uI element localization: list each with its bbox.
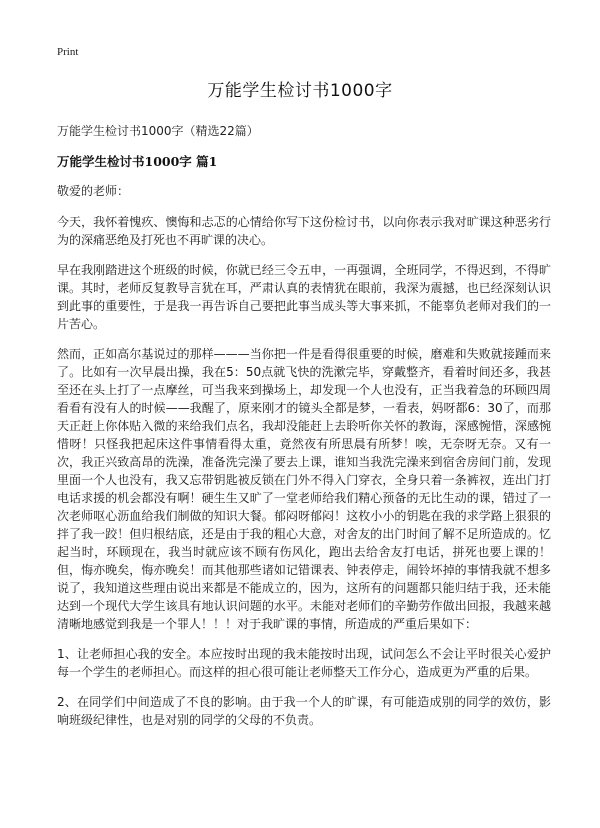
paragraph-consequence-2: 2、在同学们中间造成了不良的影响。由于我一个人的旷课，有可能造成别的同学的效仿，影响班级纪律性，也是对别的同学的父母的不负责。 — [57, 695, 551, 727]
paragraph-incidents: 然而，正如高尔基说过的那样———当你把一件是看得很重要的时候，磨难和失败就接踵而来了。比如有一次早晨出操，我在5：50点就飞快的洗漱完毕，穿戴整齐，看着时间还多，我甚至还在头上打了一点摩丝，可当我来到操场上，却发现一个人也没有，正当我着急的环顾四周看看有没有人的时候——我醒了，原来刚才的镜头全都是梦，一看表，妈呀都6：30了，而那天正赶上你体贴入微的来给我们点名，我却没能赶上去聆听你关怀的教诲，深感惋惜，深感惋惜呀！只怪我把起床这件事情看得太重，竟然夜有所思晨有所梦！唉，无奈呀无奈。又有一次，我正兴致高昂的洗澡，准备洗完澡了要去上课，谁知当我洗完澡来到宿舍房间门前，发现里面一个人也没有，我又忘带钥匙被反锁在门外不得入门穿衣，全身只着一条裤衩，连出门打电话求援的机会都没有啊！硬生生又旷了一堂老师给我们精心预备的无比生动的课，错过了一次老师呕心沥血给我们制做的知识大餐。郁闷呀郁闷！这枚小小的钥匙在我的求学路上狠狠的拌了我一跤！但归根结底，还是由于我的粗心大意，对舍友的出门时间了解不足所造成的。忆起当时，环顾现在，我当时就应该不顾有伤风化，跑出去给舍友打电话，拼死也要上课的！但，悔亦晚矣，悔亦晚矣！而其他那些诸如记错课表、钟表停走，闹铃坏掉的事情我就不想多说了，我知道这些理由说出来都是不能成立的，因为，这所有的问题都只能归结于我，还未能达到一个现代大学生该具有地认识问题的水平。未能对老师们的辛勤劳作做出回报，我越来越清晰地感觉到我是一个罪人！！！对于我旷课的事情，所造成的严重后果如下： — [57, 347, 551, 631]
letter-body — [57, 213, 551, 741]
print-link[interactable]: Print — [57, 46, 79, 58]
paragraph-intro: 今天，我怀着愧疚、懊悔和忐忑的心情给你写下这份检讨书，以向你表示我对旷课这种恶劣行为的深痛恶绝及打死也不再旷课的决心。 — [57, 215, 551, 247]
salutation: 敬爱的老师： — [57, 184, 130, 198]
document-subtitle: 万能学生检讨书1000字（精选22篇） — [57, 124, 259, 138]
section-heading: 万能学生检讨书1000字 篇1 — [57, 154, 218, 169]
page-title: 万能学生检讨书1000字 — [207, 81, 393, 101]
paragraph-consequence-1: 1、让老师担心我的安全。本应按时出现的我未能按时出现，试问怎么不会让平时很关心爱护每一个学生的老师担心。而这样的担心很可能让老师整天工作分心，造成更为严重的后果。 — [57, 647, 551, 679]
paragraph-background: 早在我刚踏进这个班级的时候，你就已经三令五申，一再强调，全班同学，不得迟到，不得旷课。其时，老师反复教导言犹在耳，严肃认真的表情犹在眼前，我深为震撼，也已经深刻认识到此事的重要性，于是我一再告诉自己要把此事当成头等大事来抓，不能辜负老师对我们的一片苦心。 — [57, 263, 551, 331]
